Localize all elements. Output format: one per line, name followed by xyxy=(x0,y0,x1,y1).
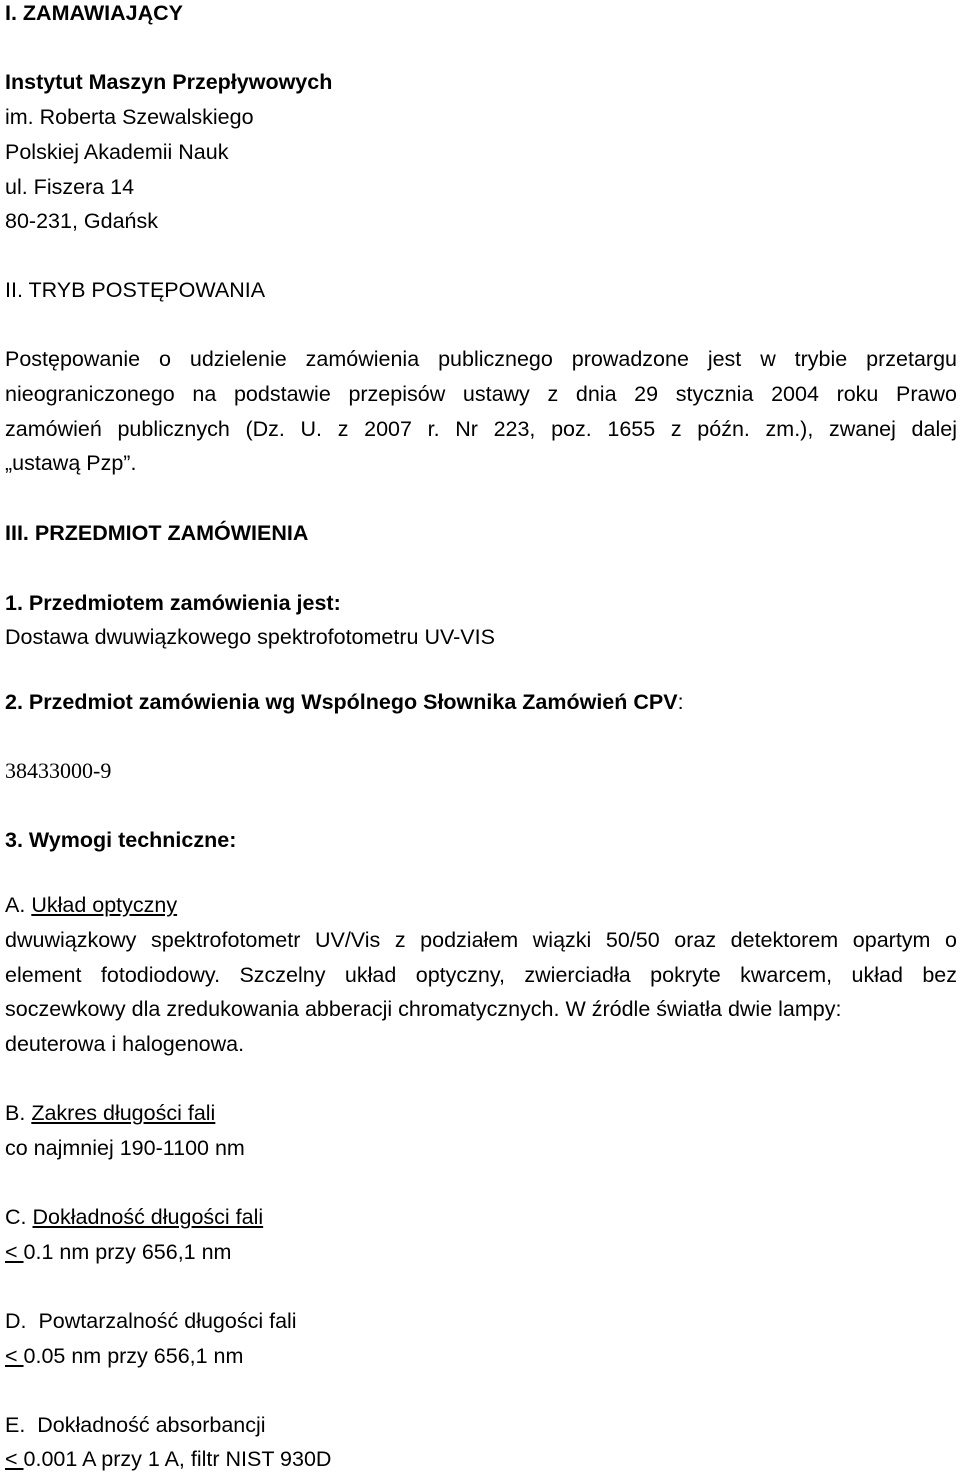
address-line: ul. Fiszera 14 xyxy=(5,175,135,199)
spec-d-symbol: < xyxy=(5,1344,24,1368)
spec-a-line xyxy=(5,927,957,953)
spec-b-value: co najmniej 190-1100 nm xyxy=(5,1136,245,1160)
spec-e-letter: E. xyxy=(5,1413,26,1437)
paragraph-line xyxy=(5,381,957,407)
spec-b-letter: B. xyxy=(5,1101,26,1125)
spec-c-value-line xyxy=(5,1239,231,1265)
section-1-heading: I. ZAMAWIAJĄCY xyxy=(5,1,183,25)
address-line: Polskiej Akademii Nauk xyxy=(5,140,229,164)
paragraph-line-text: nieograniczonego na podstawie przepisów ustawy z dnia 29 stycznia 2004 roku Prawo xyxy=(5,382,957,406)
spec-e-symbol: < xyxy=(5,1447,24,1471)
spec-a-letter: A. xyxy=(5,893,26,917)
spec-b-heading xyxy=(5,1100,215,1126)
spec-e-heading xyxy=(5,1412,266,1438)
org-name: Instytut Maszyn Przepływowych xyxy=(5,70,333,94)
paragraph-line: „ustawą Pzp”. xyxy=(5,451,137,475)
item-2-heading: 2. Przedmiot zamówienia wg Wspólnego Słownika Zamówień CPV xyxy=(5,690,678,714)
spec-a-line xyxy=(5,962,957,988)
spec-c-symbol: < xyxy=(5,1240,24,1264)
spec-e-value: 0.001 A przy 1 A, filtr NIST 930D xyxy=(23,1447,332,1471)
spec-a-line: soczewkowy dla zredukowania abberacji chromatycznych. W źródle światła dwie lampy: xyxy=(5,997,842,1021)
spec-e-value-line xyxy=(5,1446,331,1472)
item-2-line xyxy=(5,689,684,715)
address-line: 80-231, Gdańsk xyxy=(5,209,158,233)
spec-c-heading xyxy=(5,1204,263,1230)
spec-a-line-text: dwuwiązkowy spektrofotometr UV/Vis z podziałem wiązki 50/50 oraz detektorem opartym o xyxy=(5,928,957,952)
spec-a-heading xyxy=(5,892,177,918)
paragraph-line xyxy=(5,416,957,442)
paragraph-line-text: zamówień publicznych (Dz. U. z 2007 r. Nr 223, poz. 1655 z późn. zm.), zwanej dalej xyxy=(5,417,957,441)
address-line: im. Roberta Szewalskiego xyxy=(5,105,254,129)
paragraph-line xyxy=(5,346,957,372)
spec-d-letter: D. xyxy=(5,1309,27,1333)
spec-d-heading xyxy=(5,1308,297,1334)
section-3-heading: III. PRZEDMIOT ZAMÓWIENIA xyxy=(5,521,309,545)
spec-c-letter: C. xyxy=(5,1205,27,1229)
spec-b-title: Zakres długości fali xyxy=(31,1101,216,1125)
spec-e-title: Dokładność absorbancji xyxy=(37,1413,266,1437)
spec-d-title: Powtarzalność długości fali xyxy=(38,1309,297,1333)
paragraph-line-text: Postępowanie o udzielenie zamówienia publicznego prowadzone jest w trybie przetargu xyxy=(5,347,957,371)
spec-a-line: deuterowa i halogenowa. xyxy=(5,1032,245,1056)
spec-c-value: 0.1 nm przy 656,1 nm xyxy=(23,1240,232,1264)
spec-c-title: Dokładność długości fali xyxy=(32,1205,264,1229)
spec-d-value-line xyxy=(5,1343,243,1369)
item-2-colon: : xyxy=(677,690,684,714)
section-2-heading: II. TRYB POSTĘPOWANIA xyxy=(5,278,266,302)
cpv-code: 38433000-9 xyxy=(5,758,112,783)
spec-d-value: 0.05 nm przy 656,1 nm xyxy=(23,1344,244,1368)
spec-a-title: Układ optyczny xyxy=(31,893,178,917)
spec-a-line-text: element fotodiodowy. Szczelny układ optyczny, zwierciadła pokryte kwarcem, układ bez xyxy=(5,963,957,987)
item-3-heading: 3. Wymogi techniczne: xyxy=(5,828,237,852)
item-1-heading: 1. Przedmiotem zamówienia jest: xyxy=(5,591,341,615)
item-1-text: Dostawa dwuwiązkowego spektrofotometru UV-VIS xyxy=(5,625,495,649)
